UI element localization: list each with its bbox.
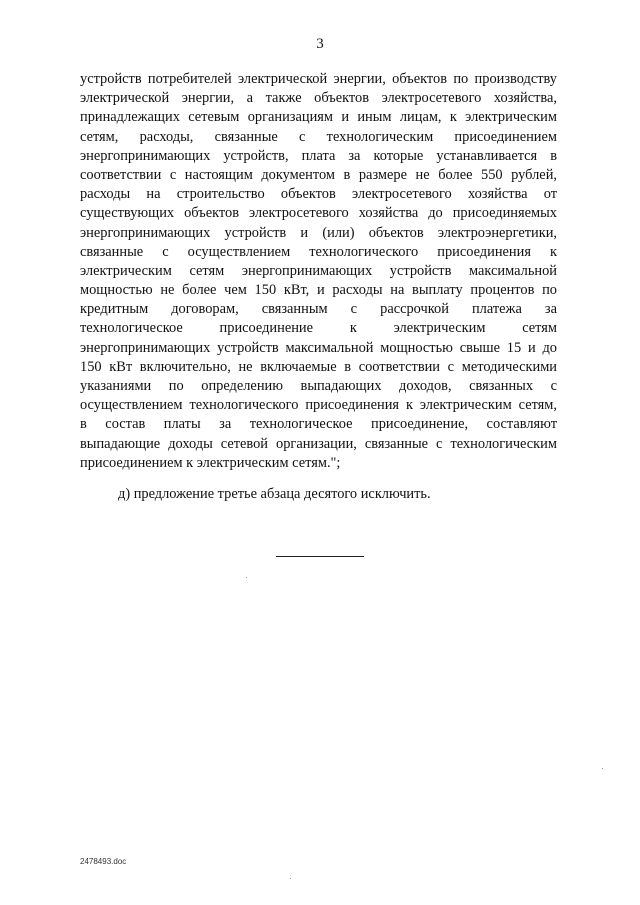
text-line: осуществлением технологического присоединения к электрическим сетям,: [80, 397, 557, 414]
text-line: соответствии с настоящим документом в размере не более 550 рублей,: [80, 166, 557, 183]
text-line: устройств потребителей электрической энергии, объектов по производству: [80, 71, 557, 87]
text-line: мощностью не более чем 150 кВт, и расходы на выплату процентов по: [80, 282, 557, 299]
text-line: в состав платы за технологическое присоединение, составляют: [80, 416, 557, 433]
text-line: технологическое присоединение к электрическим сетям: [80, 320, 557, 337]
text-line: 150 кВт включительно, не включаемые в соответствии с методическими: [80, 358, 557, 375]
text-line: электрической энергии, а также объектов электросетевого хозяйства,: [80, 90, 557, 107]
text-line: выпадающие доходы сетевой организации, связанные с технологическим: [80, 435, 557, 452]
text-line-last: присоединением к электрическим сетям.";: [80, 454, 341, 471]
footer-doc-name: 2478493.doc: [80, 857, 127, 866]
text-line: энергопринимающих устройств, плата за которые устанавливается в: [80, 147, 557, 164]
text-line: связанные с осуществлением технологического присоединения к: [80, 243, 557, 260]
separator-line: [276, 556, 364, 557]
scan-speck: [602, 768, 603, 769]
text-line: энергопринимающих устройств и (или) объектов электроэнергетики,: [80, 224, 557, 241]
text-line: расходы на строительство объектов электросетевого хозяйства от: [80, 186, 557, 203]
text-line: принадлежащих сетевым организациям и иным лицам, к электрическим: [80, 109, 557, 126]
text-line: электрическим сетям энергопринимающих устройств максимальной: [80, 262, 557, 279]
text-line: указаниями по определению выпадающих доходов, связанных с: [80, 378, 557, 394]
scan-speck: [290, 878, 291, 879]
scan-speck: [246, 577, 247, 578]
text-line: существующих объектов электросетевого хозяйства до присоединяемых: [80, 205, 557, 222]
body-text: [80, 70, 557, 473]
text-line: сетям, расходы, связанные с технологическим присоединением: [80, 128, 557, 145]
page-number: 3: [316, 36, 324, 52]
text-line: кредитным договорам, связанным с рассрочкой платежа за: [80, 301, 557, 318]
paragraph-d: д) предложение третье абзаца десятого исключить.: [118, 486, 431, 502]
text-line: энергопринимающих устройств максимальной мощностью свыше 15 и до: [80, 339, 557, 356]
